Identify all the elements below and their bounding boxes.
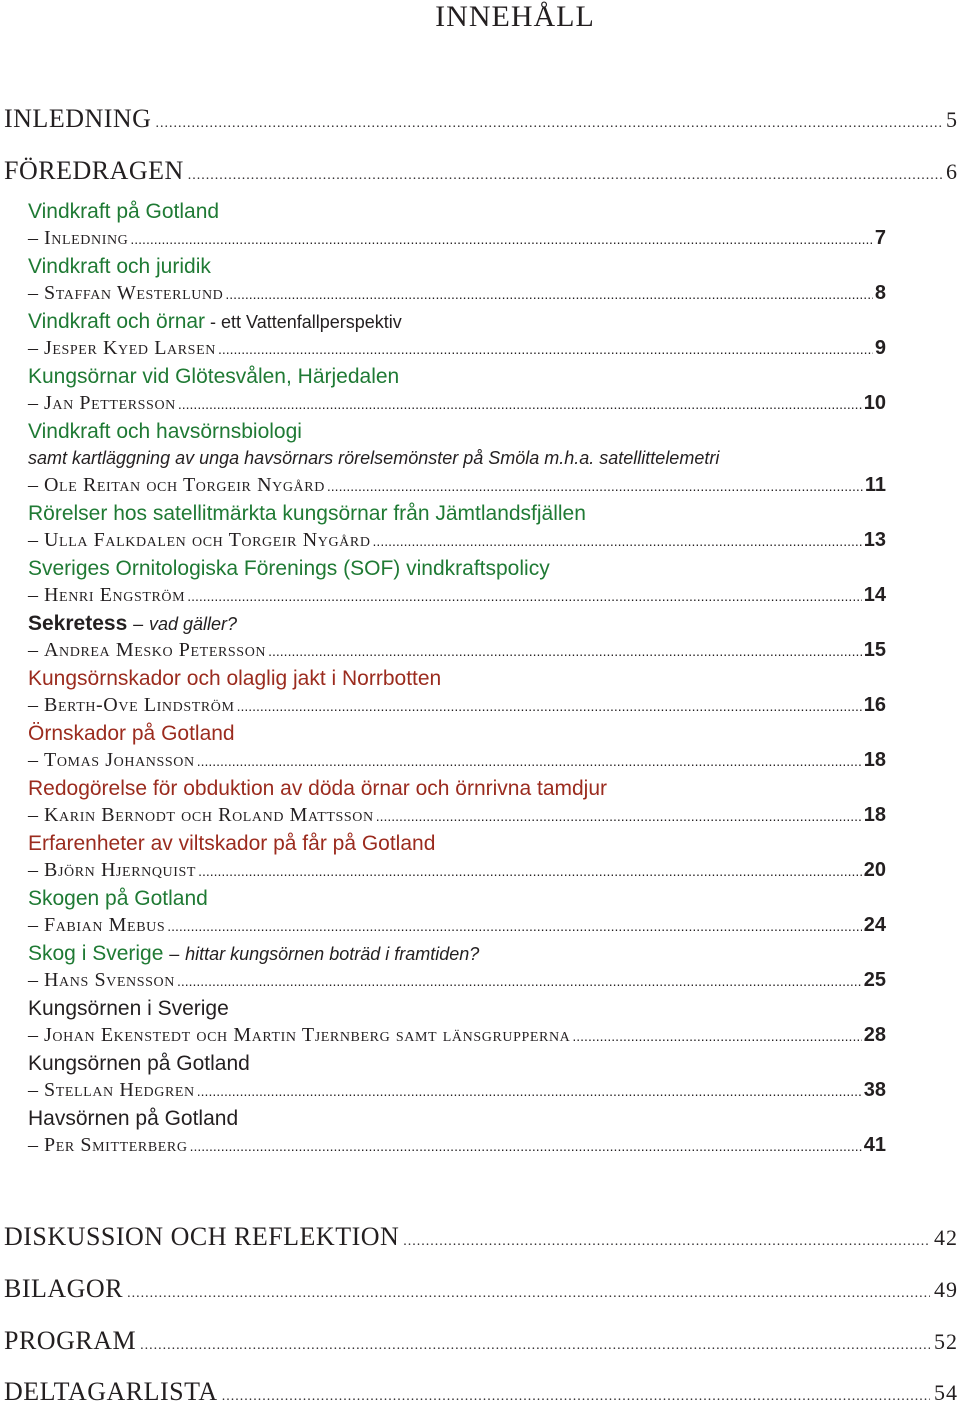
talk-title[interactable]	[28, 995, 928, 1023]
talk-author: Andrea Mesko Petersson	[44, 639, 267, 661]
dash: –	[28, 584, 38, 606]
talk-title[interactable]	[28, 720, 928, 748]
dot-leader	[268, 643, 862, 659]
dash: –	[28, 474, 38, 496]
talk-title-text: Vindkraft och havsörnsbiologi	[28, 420, 302, 443]
section-page: 52	[934, 1329, 958, 1354]
talk-author: Per Smitterberg	[44, 1134, 188, 1156]
section-label: PROGRAM	[4, 1326, 137, 1355]
dash: –	[28, 282, 38, 304]
dash: –	[28, 639, 38, 661]
talk-author: Berth-Ove Lindström	[44, 694, 235, 716]
talk-author: Björn Hjernquist	[44, 859, 197, 881]
talk-author: Hans Svensson	[44, 969, 175, 991]
dot-leader	[572, 1028, 861, 1044]
talk-subtitle: - ett Vattenfallperspektiv	[205, 312, 402, 332]
talk-title-text: Kungsörnen på Gotland	[28, 1052, 250, 1075]
talk-title[interactable]	[28, 830, 928, 858]
talk-title-text: Kungsörnar vid Glötesvålen, Härjedalen	[28, 365, 400, 388]
talk-author-line[interactable]	[28, 1079, 886, 1107]
toc-section-foredragen[interactable]	[4, 156, 958, 186]
talk-author: Henri Engström	[44, 584, 186, 606]
talk-title[interactable]	[28, 940, 928, 968]
talk-author-line[interactable]	[28, 392, 886, 420]
talk-title-text: Vindkraft och juridik	[28, 255, 211, 278]
dash: –	[28, 694, 38, 716]
dot-leader	[130, 231, 872, 247]
talk-title-text: Vindkraft på Gotland	[28, 200, 220, 223]
toc-section-bilagor[interactable]	[4, 1274, 958, 1304]
section-label: DELTAGARLISTA	[4, 1377, 218, 1406]
talk-title[interactable]	[28, 418, 928, 446]
talk-title-text: Örnskador på Gotland	[28, 722, 235, 745]
talk-author-line[interactable]	[28, 227, 886, 255]
dash: –	[28, 859, 38, 881]
talk-title[interactable]	[28, 885, 928, 913]
talk-page: 41	[863, 1134, 886, 1156]
dot-leader	[327, 478, 863, 494]
section-label: FÖREDRAGEN	[4, 156, 184, 185]
talk-author: Tomas Johansson	[44, 749, 195, 771]
dash: –	[28, 804, 38, 826]
toc-section-diskussion[interactable]	[4, 1222, 958, 1252]
talk-page: 18	[863, 749, 886, 771]
dot-leader	[188, 168, 942, 184]
toc-section-deltagarlista[interactable]	[4, 1377, 958, 1407]
dot-leader	[197, 1083, 862, 1099]
talk-title-text: Kungsörnskador och olaglig jakt i Norrbotten	[28, 667, 442, 690]
section-page: 6	[946, 159, 958, 184]
talk-page: 9	[874, 337, 886, 359]
talk-author-line[interactable]	[28, 529, 886, 557]
talk-author-line[interactable]	[28, 749, 886, 777]
talk-title-text: Sekretess	[28, 612, 128, 635]
section-label: DISKUSSION OCH REFLEKTION	[4, 1222, 400, 1251]
dot-leader	[178, 396, 862, 412]
talk-author: Staffan Westerlund	[44, 282, 224, 304]
talk-author-line[interactable]	[28, 914, 886, 942]
dash: –	[28, 392, 38, 414]
talk-title-text: Erfarenheter av viltskador på får på Gotland	[28, 832, 436, 855]
dash: –	[133, 614, 144, 634]
talk-title-text: Redogörelse för obduktion av döda örnar och örnrivna tamdjur	[28, 777, 608, 800]
talk-author: Inledning	[44, 227, 129, 249]
talk-title-text: Vindkraft och örnar	[28, 310, 206, 333]
talk-title[interactable]	[28, 1105, 928, 1133]
section-page: 42	[934, 1225, 958, 1250]
dash: –	[28, 529, 38, 551]
talk-author-line[interactable]	[28, 337, 886, 365]
talk-author-line[interactable]	[28, 859, 886, 887]
talk-author: Ole Reitan och Torgeir Nygård	[44, 474, 325, 496]
talk-title-text: Kungsörnen i Sverige	[28, 997, 229, 1020]
dash: –	[28, 1079, 38, 1101]
talk-page: 14	[863, 584, 886, 606]
dash: –	[28, 337, 38, 359]
talk-author: Johan Ekenstedt och Martin Tjernberg samt länsgrupperna	[44, 1024, 571, 1046]
talk-page: 8	[874, 282, 886, 304]
page-title: INNEHÅLL	[435, 0, 595, 33]
dash: –	[28, 1134, 38, 1156]
dash: –	[169, 944, 180, 964]
talk-page: 13	[863, 529, 886, 551]
talk-author-line[interactable]	[28, 1134, 886, 1162]
talk-title[interactable]	[28, 665, 928, 693]
talk-page: 7	[874, 227, 886, 249]
talk-title[interactable]	[28, 610, 928, 638]
dot-leader	[197, 753, 862, 769]
dot-leader	[218, 341, 873, 357]
talk-author-line[interactable]	[28, 804, 886, 832]
talk-author-line[interactable]	[28, 1024, 886, 1052]
section-label: INLEDNING	[4, 104, 152, 133]
talk-page: 11	[864, 474, 886, 496]
dash: –	[28, 749, 38, 771]
talk-page: 20	[863, 859, 886, 881]
talk-page: 16	[863, 694, 886, 716]
talk-author-line[interactable]	[28, 282, 886, 310]
dot-leader	[225, 286, 872, 302]
dot-leader	[187, 588, 862, 604]
talk-title[interactable]	[28, 253, 928, 281]
talk-author-line[interactable]	[28, 639, 886, 667]
toc-section-program[interactable]	[4, 1326, 958, 1356]
talk-page: 18	[863, 804, 886, 826]
dot-leader	[222, 1389, 930, 1405]
talk-title[interactable]	[28, 198, 928, 226]
talk-page: 25	[863, 969, 886, 991]
dot-leader	[190, 1138, 862, 1154]
dot-leader	[237, 698, 862, 714]
talk-italic-suffix: hittar kungsörnen boträd i framtiden?	[185, 944, 480, 964]
toc-section-inledning[interactable]	[4, 104, 958, 134]
section-label: BILAGOR	[4, 1274, 124, 1303]
talk-page: 10	[863, 392, 886, 414]
section-page: 49	[934, 1277, 958, 1302]
talk-author: Karin Bernodt och Roland Mattsson	[44, 804, 374, 826]
talk-author-line[interactable]	[28, 969, 886, 997]
talk-title-text: Havsörnen på Gotland	[28, 1107, 239, 1130]
dot-leader	[167, 918, 862, 934]
talk-author: Jan Pettersson	[44, 392, 176, 414]
talk-author-line[interactable]	[28, 694, 886, 722]
dash: –	[28, 914, 38, 936]
talk-title[interactable]	[28, 363, 928, 391]
talk-title-text: Rörelser hos satellitmärkta kungsörnar från Jämtlandsfjällen	[28, 502, 586, 525]
talk-title-text: Skog i Sverige	[28, 942, 164, 965]
talk-page: 15	[863, 639, 886, 661]
dash: –	[28, 969, 38, 991]
talk-title-text: Sveriges Ornitologiska Förenings (SOF) vindkraftspolicy	[28, 557, 550, 580]
dash: –	[28, 1024, 38, 1046]
talk-author-line[interactable]	[28, 474, 886, 502]
dot-leader	[177, 973, 862, 989]
talk-italic-suffix: vad gäller?	[148, 614, 238, 634]
section-page: 54	[934, 1380, 958, 1405]
talk-page: 28	[863, 1024, 886, 1046]
talk-title[interactable]	[28, 775, 928, 803]
talk-title[interactable]	[28, 555, 928, 583]
dot-leader	[155, 116, 942, 132]
talk-page: 38	[863, 1079, 886, 1101]
talk-extra-line: samt kartläggning av unga havsörnars rörelsemönster på Smöla m.h.a. satellittelemetri	[28, 448, 720, 468]
talk-author: Jesper Kyed Larsen	[44, 337, 216, 359]
dot-leader	[198, 863, 862, 879]
dash: –	[28, 227, 38, 249]
talk-author: Fabian Mebus	[44, 914, 166, 936]
talk-author: Stellan Hedgren	[44, 1079, 195, 1101]
dot-leader	[127, 1286, 930, 1302]
talk-title[interactable]	[28, 308, 928, 336]
dot-leader	[373, 533, 862, 549]
talk-title[interactable]	[28, 500, 928, 528]
dot-leader	[140, 1338, 930, 1354]
talk-title[interactable]	[28, 1050, 928, 1078]
section-page: 5	[946, 107, 958, 132]
talk-page: 24	[863, 914, 886, 936]
talk-author-line[interactable]	[28, 584, 886, 612]
talk-title-text: Skogen på Gotland	[28, 887, 208, 910]
dot-leader	[376, 808, 862, 824]
dot-leader	[403, 1234, 930, 1250]
talk-author: Ulla Falkdalen och Torgeir Nygård	[44, 529, 371, 551]
